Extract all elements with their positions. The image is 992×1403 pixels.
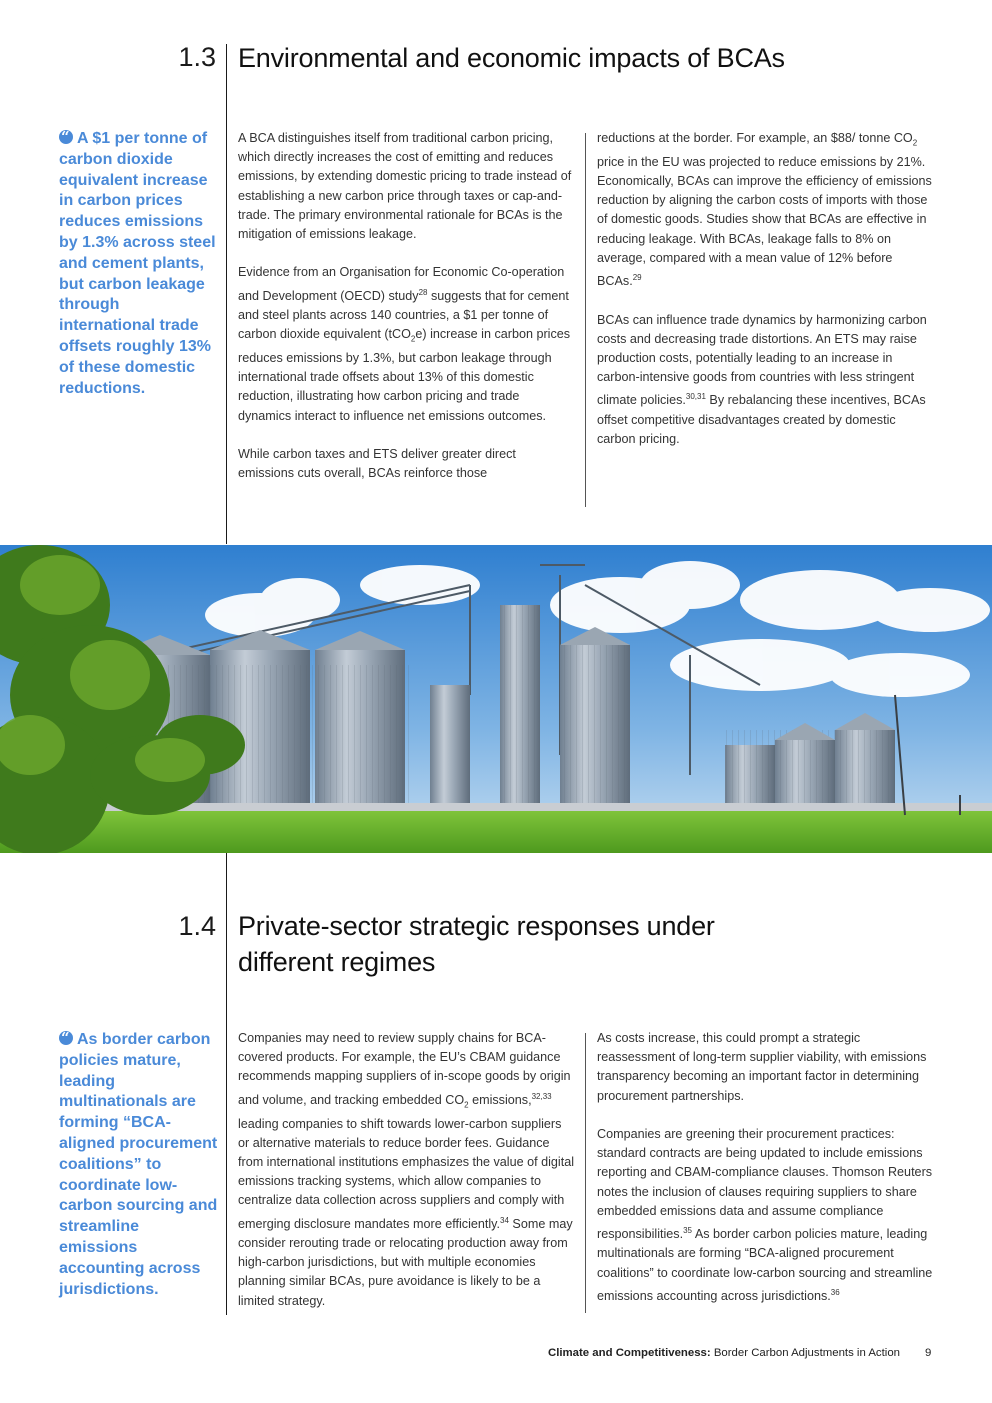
- section-title: Environmental and economic impacts of BCAs: [238, 43, 785, 73]
- footnote-ref[interactable]: 36: [830, 1287, 840, 1297]
- section-divider-bottom: [226, 853, 227, 1315]
- column-rule: [585, 1033, 586, 1313]
- column-rule: [585, 133, 586, 507]
- body-column-1: [238, 1029, 576, 1311]
- pull-quote: “As border carbon policies mature, leading multinationals are forming “BCA-aligned procurement coalitions” to coordinate low-carbon sourcing and streamline emissions accounting across jurisdictions.: [59, 1030, 219, 1300]
- paragraph: While carbon taxes and ETS deliver greater direct emissions cuts overall, BCAs reinforce those: [238, 446, 516, 481]
- pull-quote: “A $1 per tonne of carbon dioxide equivalent increase in carbon prices reduces emissions by 1.3% across steel and cement plants, but carbon leakage through international trade offsets roughly 13% of these domestic reductions.: [59, 129, 219, 399]
- body-column-2: [597, 1029, 935, 1306]
- body-column-1: [238, 129, 574, 483]
- paragraph: Companies are greening their procurement practices: standard contracts are being updated to include emissions reporting and CBAM-compliance clauses. Thomson Reuters notes the inclusion of clauses requiring suppliers to share embedded emissions data and assume compliance responsibilities.$^{35}$ As border carbon policies mature, leading multinationals are forming “BCA-aligned procurement coalitions” to coordinate low-carbon sourcing and streamline emissions accounting across jurisdictions.$^{36}$: [597, 1127, 933, 1303]
- grain-silos-photo: [0, 545, 992, 853]
- paragraph: A BCA distinguishes itself from traditional carbon pricing, which directly increases the cost of emitting and reduces emissions, by extending domestic pricing to trade instead of establishing a new carbon price through taxes or cap-and-trade. The primary environmental rationale for BCAs is the mitigation of emissions leakage.: [238, 131, 572, 242]
- footnote-ref[interactable]: 32,33: [531, 1091, 552, 1101]
- section-number: 1.3: [178, 42, 216, 72]
- paragraph: BCAs can influence trade dynamics by harmonizing carbon costs and decreasing trade distortions. An ETS may raise production costs, potentially leading to an increase in carbon-intensive goods from countries with less stringent climate policies.$^{30,31}$ By rebalancing these incentives, BCAs offset competitive disadvantages created by domestic carbon pricing.: [597, 312, 927, 446]
- page-number: 9: [925, 1347, 932, 1359]
- footnote-ref[interactable]: 30,31: [685, 392, 706, 402]
- section-number: 1.4: [178, 911, 216, 941]
- body-column-2: [597, 129, 933, 449]
- footnote-ref[interactable]: 35: [683, 1226, 693, 1236]
- paragraph: As costs increase, this could prompt a strategic reassessment of long-term supplier viability, with emissions transparency becoming an important factor in determining procurement partnerships.: [597, 1031, 927, 1103]
- quote-icon: [59, 1031, 73, 1045]
- paragraph: reductions at the border. For example, an $88/ tonne $CO_2$ price in the EU was projected to reduce emissions by 21%. Economically, BCAs can improve the efficiency of emissions reduction by aligning the carbon costs of imports with those of domestic goods. Studies show that BCAs are effective in reducing leakage. With BCAs, leakage falls to 8% on average, compared with a mean value of 12% before BCAs.$^{29}$: [597, 131, 932, 289]
- paragraph: Evidence from an Organisation for Economic Co-operation and Development (OECD) study$^{28}$ suggests that for cement and steel plants across 140 countries, a $1 per tonne of carbon dioxide equivalent (tCO$_2$e) increase in carbon prices reduces emissions by 1.3%, but carbon leakage through international trade offsets about 13% of this domestic reduction, illustrating how carbon pricing and trade dynamics interact to influence net emissions outcomes.: [238, 265, 571, 423]
- footnote-ref[interactable]: 28: [418, 287, 428, 297]
- section-title: Private-sector strategic responses under different regimes: [238, 911, 715, 977]
- quote-icon: [59, 130, 73, 144]
- footnote-ref[interactable]: 34: [500, 1215, 509, 1225]
- paragraph: Companies may need to review supply chains for BCA-covered products. For example, the EU’s CBAM guidance recommends mapping suppliers of in-scope goods by origin and volume, and tracking embedded $CO_2$ emissions,$^{32,33}$ leading companies to shift towards lower-carbon suppliers or alternative materials to reduce border fees. Guidance from international institutions emphasizes the value of digital emissions tracking systems, which allow companies to centralize data collection across suppliers and comply with emerging disclosure mandates more efficiently.$^{34}$ Some may consider rerouting trade or relocating production away from high-carbon jurisdictions, but with multiple economies planning similar BCAs, pure avoidance is likely to be a limited strategy.: [238, 1031, 575, 1308]
- running-footer: Climate and Competitiveness: Border Carbon Adjustments in Action: [547, 1347, 900, 1359]
- section-divider-top: [226, 44, 227, 544]
- footnote-ref[interactable]: 29: [632, 272, 642, 282]
